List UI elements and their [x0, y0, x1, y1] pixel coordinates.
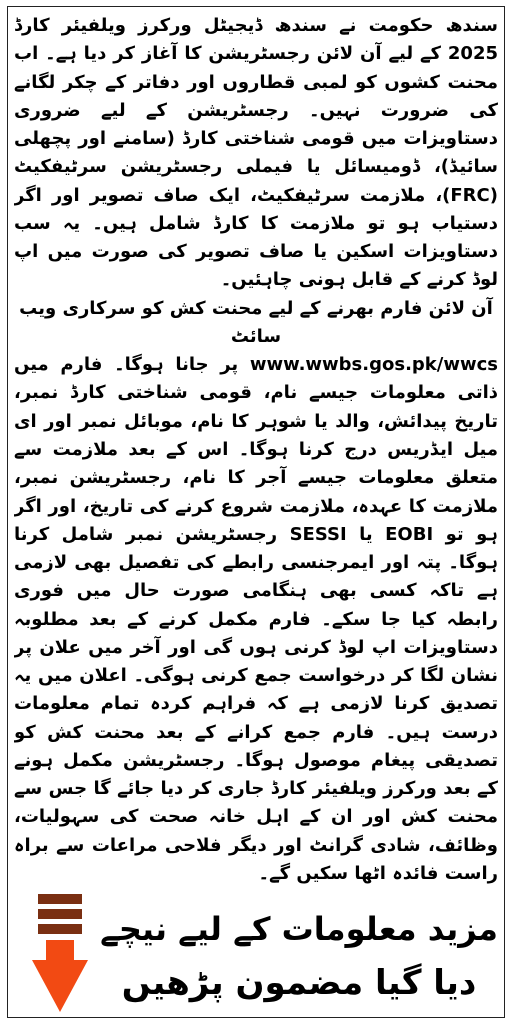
article-paragraph-intro: سندھ حکومت نے سندھ ڈیجیٹل ورکرز ویلفیئر کارڈ 2025 کے لیے آن لائن رجسٹریشن کا آغاز کر دیا ہے۔ اب محنت کشوں کو لمبی قطاروں اور دفاتر کے چکر لگانے کی ضرورت نہیں۔ رجسٹریشن کے لیے ضروری دستاویزات میں قومی شناختی کارڈ (سامنے اور پچھلی سائیڈ)، ڈومیسائل یا فیملی رجسٹریشن سرٹیفکیٹ (FRC)، ملازمت سرٹیفکیٹ، ایک صاف تصویر اور اگر دستیاب ہو تو ملازمت کا کارڈ شامل ہیں۔ یہ سب دستاویزات اسکین یا صاف تصویر کی صورت میں اپ لوڈ کرنے کے قابل ہونی چاہئیں۔ [14, 15, 498, 291]
down-arrow-icon [32, 894, 88, 1016]
read-more-banner [7, 888, 505, 1018]
read-more-line-2: دیا گیا مضمون پڑھیں [121, 963, 477, 1003]
read-more-text [99, 902, 499, 1010]
article-body [14, 12, 498, 892]
article-paragraph-form-details: www.wwbs.gos.pk/wwcs پر جانا ہوگا۔ فارم میں ذاتی معلومات جیسے نام، قومی شناختی کارڈ نمبر، تاریخ پیدائش، والد یا شوہر کا نام، موبائل نمبر اور ای میل ایڈریس درج کرنا ہوگا۔ اس کے بعد ملازمت سے متعلق معلومات جیسے آجر کا نام، رجسٹریشن نمبر، ملازمت کا عہدہ، ملازمت شروع کرنے کی تاریخ، اور اگر ہو تو EOBI یا SESSI رجسٹریشن نمبر شامل کرنا ہوگا۔ پتہ اور ایمرجنسی رابطے کی تفصیل بھی لازمی ہے تاکہ کسی بھی ہنگامی صورت حال میں فوری رابطہ کیا جا سکے۔ فارم مکمل کرنے کے بعد مطلوبہ دستاویزات اپ لوڈ کرنی ہوں گی اور آخر میں علان پر نشان لگا کر درخواست جمع کرنی ہوگی۔ اعلان میں یہ تصدیق کرنا لازمی ہے کہ فراہم کردہ تمام معلومات درست ہیں۔ فارم جمع کرانے کے بعد محنت کش کو تصدیقی پیغام موصول ہوگا۔ رجسٹریشن مکمل ہونے کے بعد ورکرز ویلفیئر کارڈ جاری کر دیا جائے گا جس سے محنت کش اور ان کے اہل خانہ صحت کی سہولیات، وظائف، شادی گرانٹ اور دیگر فلاحی مراعات سے براہ راست فائدہ اٹھا سکیں گے۔ [14, 354, 498, 884]
arrow-shaft [46, 940, 74, 962]
arrow-bar [38, 894, 82, 904]
read-more-line-1: مزید معلومات کے لیے نیچے [100, 910, 498, 948]
article-paragraph-website-intro: آن لائن فارم بھرنے کے لیے محنت کش کو سرکاری ویب سائٹ [19, 297, 493, 347]
arrow-head [32, 960, 88, 1012]
arrow-bar [38, 924, 82, 934]
arrow-bar [38, 909, 82, 919]
